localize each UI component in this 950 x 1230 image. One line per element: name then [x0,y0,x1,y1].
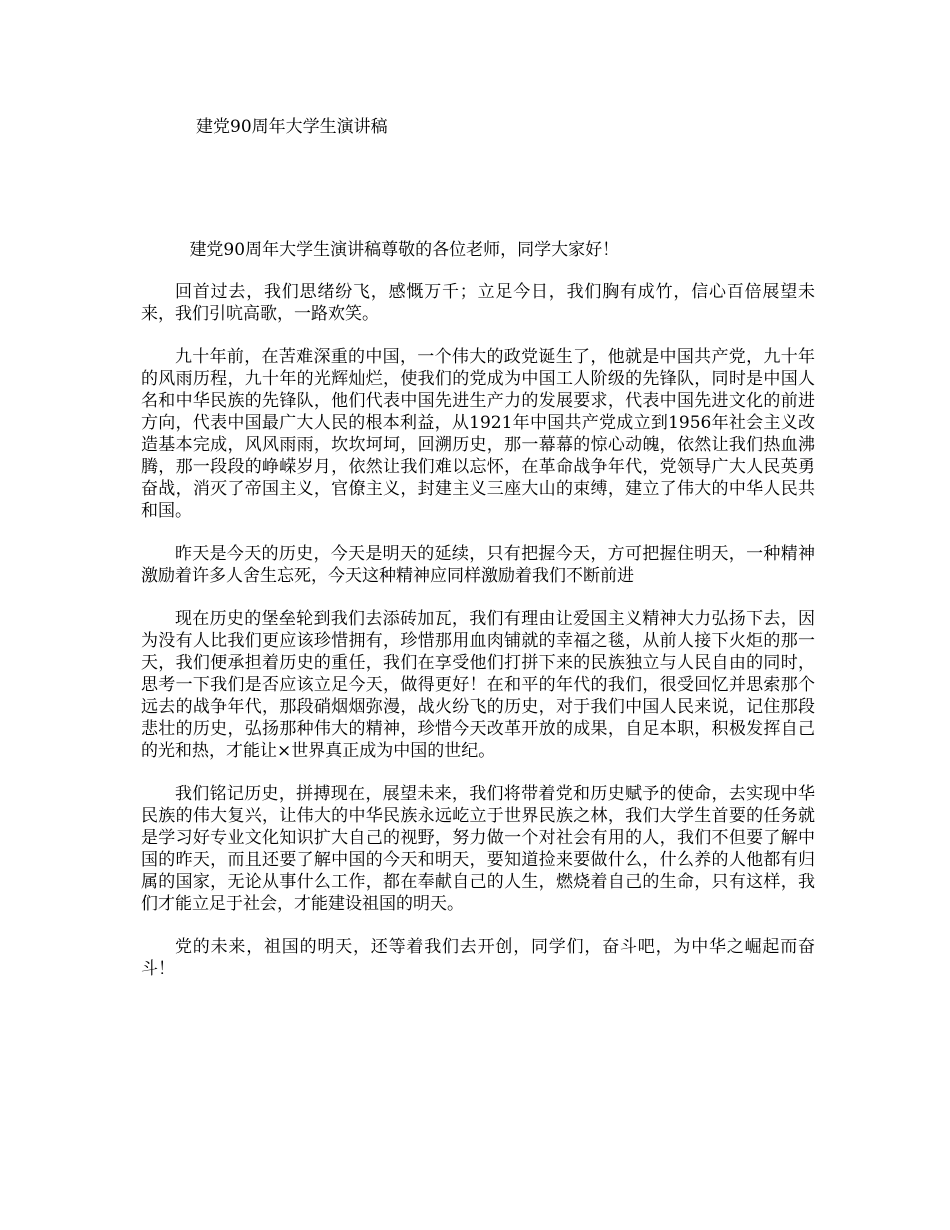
body-paragraph: 现在历史的堡垒轮到我们去添砖加瓦，我们有理由让爱国主义精神大力弘扬下去，因为没有人比我们更应该珍惜拥有，珍惜那用血肉铺就的幸福之毯，从前人接下火炬的那一天，我们便承担着历史的重任，我们在享受他们打拼下来的民族独立与人民自由的同时，思考一下我们是否应该立足今天，做得更好！在和平的年代的我们，很受回忆并思索那个远去的战争年代，那段硝烟烟弥漫，战火纷飞的历史，对于我们中国人民来说，记住那段悲壮的历史，弘扬那种伟大的精神，珍惜今天改革开放的成果，自足本职，积极发挥自己的光和热，才能让×世界真正成为中国的世纪。 [141,609,815,761]
closing-paragraph: 党的未来，祖国的明天，还等着我们去开创，同学们，奋斗吧，为中华之崛起而奋斗！ [141,937,815,979]
body-paragraph: 昨天是今天的历史，今天是明天的延续，只有把握今天，方可把握住明天，一种精神激励着许多人舍生忘死，今天这种精神应同样激励着我们不断前进 [141,544,815,586]
body-paragraph: 我们铭记历史，拼搏现在，展望未来，我们将带着党和历史赋予的使命，去实现中华民族的伟大复兴，让伟大的中华民族永远屹立于世界民族之林，我们大学生首要的任务就是学习好专业文化知识扩大自己的视野，努力做一个对社会有用的人，我们不但要了解中国的昨天，而且还要了解中国的今天和明天，要知道捡来要做什么，什么养的人他都有归属的国家，无论从事什么工作，都在奉献自己的人生，燃烧着自己的生命，只有这样，我们才能立足于社会，才能建设祖国的明天。 [141,784,815,914]
greeting-paragraph: 建党90周年大学生演讲稿尊敬的各位老师，同学大家好！ [189,240,620,260]
document-body [141,239,815,1001]
body-paragraph: 回首过去，我们思绪纷飞，感慨万千；立足今日，我们胸有成竹，信心百倍展望未来，我们引吭高歌，一路欢笑。 [141,282,815,324]
body-paragraph: 九十年前，在苦难深重的中国，一个伟大的政党诞生了，他就是中国共产党，九十年的风雨历程，九十年的光辉灿烂，使我们的党成为中国工人阶级的先锋队，同时是中国人名和中华民族的先锋队，他们代表中国先进生产力的发展要求，代表中国先进文化的前进方向，代表中国最广大人民的根本利益，从1921年中国共产党成立到1956年社会主义改造基本完成，风风雨雨，坎坎坷坷，回溯历史，那一幕幕的惊心动魄，依然让我们热血沸腾，那一段段的峥嵘岁月，依然让我们难以忘怀，在革命战争年代，党领导广大人民英勇奋战，消灭了帝国主义，官僚主义，封建主义三座大山的束缚，建立了伟大的中华人民共和国。 [141,347,815,521]
document-title: 建党90周年大学生演讲稿 [196,117,388,137]
